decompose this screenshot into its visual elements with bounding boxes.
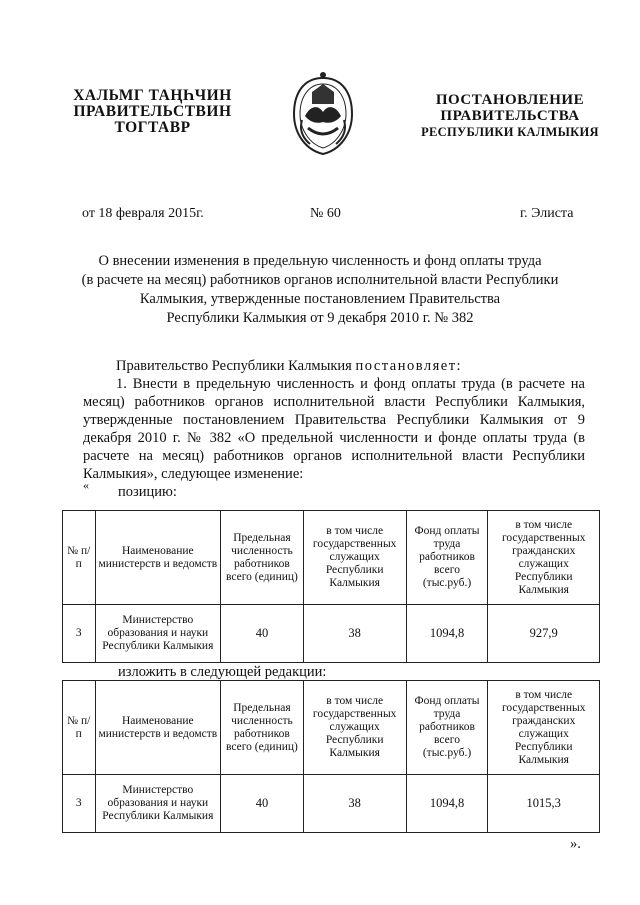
header-cell-headcount: Предельная численность работников всего (единиц) [221,681,304,775]
header-cell-name: Наименование министерств и ведомств [95,681,221,775]
document-date: от 18 февраля 2015г. [82,206,204,221]
header-kalmyk-title [50,88,255,136]
cell-civil-servants: 38 [303,605,406,663]
kalmykia-emblem-icon [288,70,358,158]
header-right-line-1: ПОСТАНОВЛЕНИЕ [435,92,585,108]
cell-payroll: 1094,8 [406,605,488,663]
table-header-row [63,681,600,775]
intro-verb: постановляет: [355,358,463,374]
header-cell-civil-servants: в том числе государственных служащих Республики Калмыкия [303,511,406,605]
header-russian-title [410,92,610,140]
table-row [63,605,600,663]
header-cell-payroll: Фонд оплаты труда работников всего (тыс.руб.) [406,511,488,605]
header-cell-number: № п/п [63,511,96,605]
open-quote: « [83,478,89,492]
point-1-paragraph: 1. Внести в предельную численность и фонд оплаты труда (в расчете на месяц) работников органов исполнительной власти Республики Калмыкия, утвержденные постановлением Правительства Республики Калмыкия от 9 декабря 2010 г. № 382 «О предельной численности и фонде оплаты труда (в расчете на месяц) работников органов исполнительной власти Республики Калмыкия», следующее изменение: [83,376,585,482]
header-cell-civil-servants: в том числе государственных служащих Республики Калмыкия [303,681,406,775]
cell-headcount: 40 [221,775,304,833]
header-left-line-2: ПРАВИТЕЛЬСТВИН [73,103,232,120]
cell-civil-payroll: 1015,3 [488,775,600,833]
document-number: № 60 [310,206,341,221]
cell-civil-payroll: 927,9 [488,605,600,663]
document-body [83,357,585,483]
header-cell-name: Наименование министерств и ведомств [95,511,221,605]
table-header-row [63,511,600,605]
document-title [80,252,560,328]
cell-name: Министерство образования и науки Республики Калмыкия [95,605,221,663]
new-position-table [62,680,600,833]
header-cell-headcount: Предельная численность работников всего (единиц) [221,511,304,605]
intro-paragraph [83,357,585,375]
close-quote: ». [570,836,581,852]
header-left-line-3: ТОГТАВР [114,119,191,136]
header-cell-number: № п/п [63,681,96,775]
replace-label: изложить в следующей редакции: [118,664,327,680]
cell-name: Министерство образования и науки Республики Калмыкия [95,775,221,833]
cell-civil-servants: 38 [303,775,406,833]
header-cell-civil-payroll: в том числе государственных гражданских служащих Республики Калмыкия [488,511,600,605]
cell-number: 3 [63,605,96,663]
title-line-1: О внесении изменения в предельную численность и фонд оплаты труда [98,253,542,269]
document-city: г. Элиста [520,206,574,221]
title-line-3: Калмыкия, утвержденные постановлением Правительства [139,291,501,307]
header-left-line-1: ХАЛЬМГ ТАҢҺЧИН [73,87,232,104]
cell-headcount: 40 [221,605,304,663]
cell-payroll: 1094,8 [406,775,488,833]
header-cell-civil-payroll: в том числе государственных гражданских служащих Республики Калмыкия [488,681,600,775]
header-right-line-2: ПРАВИТЕЛЬСТВА [440,108,580,124]
title-line-2: (в расчете на месяц) работников органов исполнительной власти Республики [81,272,559,288]
table-row [63,775,600,833]
cell-number: 3 [63,775,96,833]
old-position-table [62,510,600,663]
header-right-line-3: РЕСПУБЛИКИ КАЛМЫКИЯ [421,125,599,139]
header-cell-payroll: Фонд оплаты труда работников всего (тыс.руб.) [406,681,488,775]
intro-prefix: Правительство Республики Калмыкия [116,358,356,374]
title-line-4: Республики Калмыкия от 9 декабря 2010 г. № 382 [166,310,474,326]
position-label: позицию: [118,484,177,500]
